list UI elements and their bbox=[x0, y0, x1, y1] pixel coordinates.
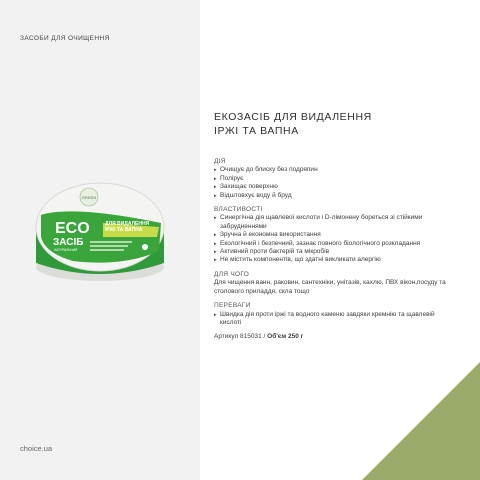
action-item: ▸ Захищає поверхню bbox=[214, 183, 454, 191]
action-heading: ДІЯ bbox=[214, 158, 226, 165]
jar-purpose-line1: ДЛЯ ВИДАЛЕННЯ bbox=[105, 221, 150, 227]
properties-section bbox=[214, 206, 454, 265]
section-label: ЗАСОБИ ДЛЯ ОЧИЩЕННЯ bbox=[20, 35, 110, 42]
jar-zasib-text: ЗАСІБ bbox=[53, 237, 84, 248]
product-title-line2: ІРЖІ ТА ВАПНА bbox=[214, 125, 299, 137]
property-item: ▸ Синергічна дія щавлевої кислоти і D-лімонену бореться зі стійкими забрудненнями bbox=[214, 214, 454, 231]
product-jar-image bbox=[33, 175, 168, 285]
product-title bbox=[214, 110, 454, 138]
property-item: ▸ Екологічний і безпечний, зазнає повного біологічного розкладання bbox=[214, 240, 454, 248]
volume-label: Об'єм 250 г bbox=[267, 333, 304, 341]
property-item: ▸ Активний проти бактерій та мікробів bbox=[214, 248, 454, 256]
corner-decoration bbox=[362, 362, 480, 480]
product-description bbox=[214, 158, 454, 342]
svg-text:GREEN: GREEN bbox=[81, 195, 97, 200]
properties-heading: ВЛАСТИВОСТІ bbox=[214, 206, 263, 214]
action-item: ▸ Полірує bbox=[214, 175, 454, 183]
action-item: ▸ Відштовхує воду й бруд bbox=[214, 192, 454, 200]
jar-purpose-line2: ІРЖІ ТА ВАПНА bbox=[105, 227, 143, 233]
usage-section bbox=[214, 271, 454, 296]
property-item: ▸ Зручна й економна використання bbox=[214, 231, 454, 239]
article-info bbox=[214, 333, 454, 341]
usage-text: Для чищення ванн, раковин, сантехніки, унітазів, кахлю, ПВХ вікон,посуду та столового приладдя, скла тощо bbox=[214, 279, 446, 295]
page-number: 171 bbox=[436, 445, 448, 452]
jar-natural-text: НАТУРАЛЬНИЙ bbox=[54, 248, 78, 252]
jar-eco-text: ECO bbox=[55, 220, 90, 237]
usage-heading: ДЛЯ ЧОГО bbox=[214, 270, 250, 278]
advantages-section bbox=[214, 302, 454, 327]
product-title-line1: ЕКОЗАСІБ ДЛЯ ВИДАЛЕННЯ bbox=[214, 111, 372, 123]
action-section bbox=[214, 158, 454, 200]
action-item: ▸ Очищує до блиску без подряпин bbox=[214, 166, 454, 174]
advantages-heading: ПЕРЕВАГИ bbox=[214, 302, 251, 310]
property-item: ▸ Не містить компонентів, що здатні викликати алергію bbox=[214, 256, 454, 264]
advantage-item: ▸ Швидка дія проти іржі та водного каменю завдяки кремнію та щавлевій кислоті bbox=[214, 311, 454, 328]
article-label: Артикул 815031 / bbox=[214, 333, 266, 341]
site-link[interactable]: choice.ua bbox=[20, 444, 53, 453]
